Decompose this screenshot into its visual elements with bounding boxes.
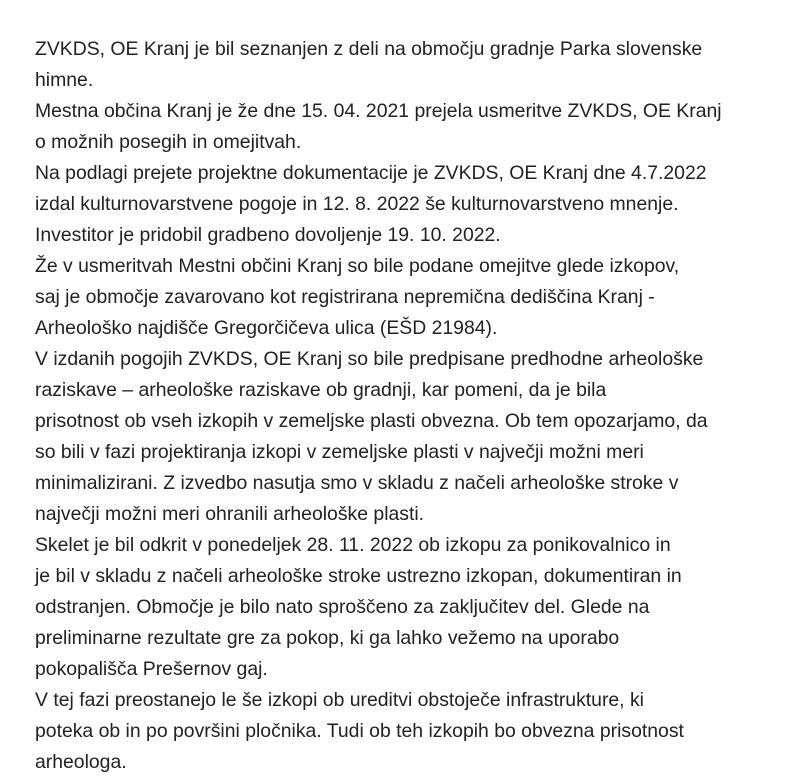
text-line: preliminarne rezultate gre za pokop, ki ga lahko vežemo na uporabo [35,627,620,649]
text-line: Mestna občina Kranj je že dne 15. 04. 2021 prejela usmeritve ZVKDS, OE Kranj [35,100,722,122]
text-line: Investitor je pridobil gradbeno dovoljenje 19. 10. 2022. [35,224,501,246]
text-line: Arheološko najdišče Gregorčičeva ulica (EŠD 21984). [35,317,498,339]
text-line: raziskave – arheološke raziskave ob gradnji, kar pomeni, da je bila [35,379,607,401]
text-line: največji možni meri ohranili arheološke plasti. [35,503,425,525]
text-line: ZVKDS, OE Kranj je bil seznanjen z deli na območju gradnje Parka slovenske [35,38,703,60]
text-line: V izdanih pogojih ZVKDS, OE Kranj so bile predpisane predhodne arheološke [35,348,704,370]
text-line: Na podlagi prejete projektne dokumentacije je ZVKDS, OE Kranj dne 4.7.2022 [35,162,707,184]
text-line: pokopališča Prešernov gaj. [35,658,268,680]
text-line: odstranjen. Območje je bilo nato sproščeno za zaključitev del. Glede na [35,596,650,618]
text-line: prisotnost ob vseh izkopih v zemeljske plasti obvezna. Ob tem opozarjamo, da [35,410,708,432]
text-line: Skelet je bil odkrit v ponedeljek 28. 11. 2022 ob izkopu za ponikovalnico in [35,534,671,556]
text-line: o možnih posegih in omejitvah. [35,131,302,153]
text-line: V tej fazi preostanejo le še izkopi ob ureditvi obstoječe infrastrukture, ki [35,689,644,711]
text-line: Že v usmeritvah Mestni občini Kranj so bile podane omejitve glede izkopov, [35,255,680,277]
text-line: minimalizirani. Z izvedbo nasutja smo v skladu z načeli arheološke stroke v [35,472,679,494]
text-line: poteka ob in po površini pločnika. Tudi ob teh izkopih bo obvezna prisotnost [35,720,684,742]
text-line: saj je območje zavarovano kot registrirana nepremična dediščina Kranj - [35,286,655,308]
text-line: so bili v fazi projektiranja izkopi v zemeljske plasti v največji možni meri [35,441,644,463]
text-line: arheologa. [35,751,127,773]
text-line: himne. [35,69,94,91]
text-line: je bil v skladu z načeli arheološke stroke ustrezno izkopan, dokumentiran in [35,565,682,587]
text-line: izdal kulturnovarstvene pogoje in 12. 8. 2022 še kulturnovarstveno mnenje. [35,193,679,215]
document-body [35,34,780,778]
